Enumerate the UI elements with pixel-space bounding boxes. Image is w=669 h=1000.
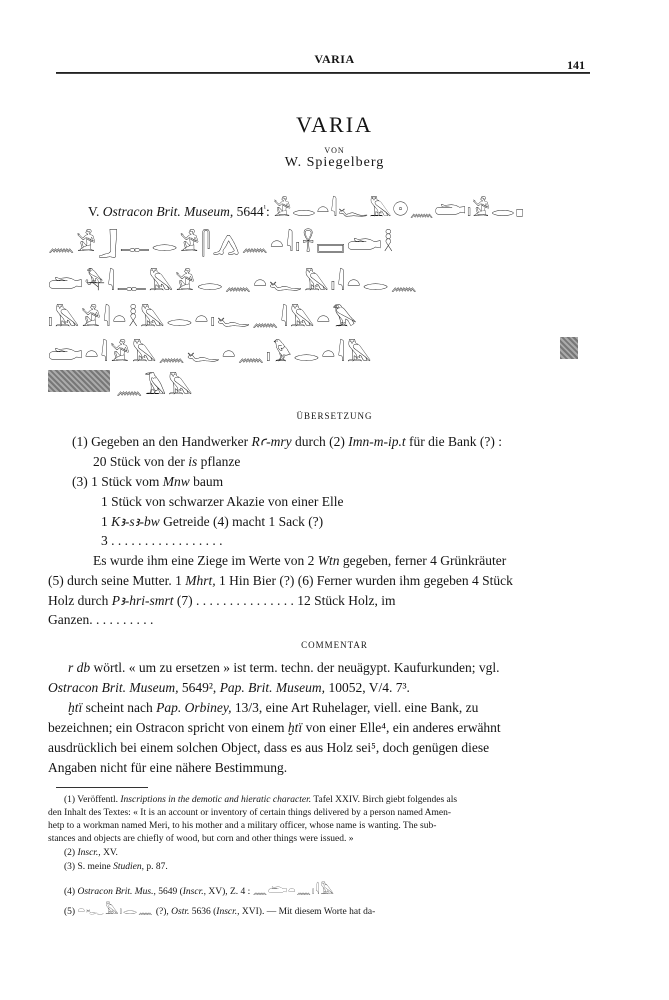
entry-number: 5644 <box>236 204 264 219</box>
hieroglyph-line: 𓂧𓏏𓇋𓀀𓅓𓈖𓆑𓏏𓈖𓏤𓅱𓂋𓏏𓇋𓅓 <box>48 342 374 367</box>
footnote-1-cont: stances and objects are chiefly of wood, but corn and other things were issued. » <box>48 834 354 844</box>
translation-line: 1 Kꜣ-sꜣ-bw Getreide (4) macht 1 Sack (?) <box>101 514 324 529</box>
commentary-line: Ostracon Brit. Museum, 5649², Pap. Brit. Museum, 10052, V/4. 7³. <box>48 680 410 695</box>
footnote-5-hieroglyphs: 𓏏𓆑𓅓𓏤𓂋𓈖 <box>77 903 154 917</box>
footnote-1: (1) Veröffentl. Inscriptions in the demotic and hieratic character. Tafel XXIV. Birch giebt folgendes als <box>64 795 458 805</box>
footnote-1-cont: hetp to a workman named Meri, to his mother and a military officer, whose name is wanting. The sub- <box>48 821 437 831</box>
commentary-line: Angaben nicht für eine nähere Bestimmung. <box>48 760 288 775</box>
footnote-rule <box>56 787 148 788</box>
footnote-1-cont: den Inhalt des Textes: « It is an account or inventory of certain things delivered by a person named Amen- <box>48 808 452 818</box>
running-title: VARIA <box>314 52 355 66</box>
footnote-4-hieroglyphs: 𓈖𓂧𓏏𓈖𓏤𓇋𓅓 <box>252 883 335 897</box>
commentary-line: bezeichnen; ein Ostracon spricht von einem ḫtï von einer Elle⁴, ein anderes erwähnt <box>48 720 501 735</box>
lacuna-shading <box>560 337 578 359</box>
entry-colon: : <box>266 204 270 219</box>
commentary-line: ḫtï scheint nach Pap. Orbiney, 13/3, eine Art Ruhelager, viell. eine Bank, zu <box>68 700 479 715</box>
footnote-5: (5) 𓏏𓆑𓅓𓏤𓂋𓈖 (?), Ostr. 5636 (Inscr., XVI). — Mit diesem Worte hat da- <box>64 903 376 917</box>
page-number: 141 <box>567 58 585 72</box>
translation-heading: ÜBERSETZUNG <box>296 411 373 421</box>
entry-source: Ostracon Brit. Museum, <box>102 204 234 219</box>
footnote-2: (2) Inscr., XV. <box>64 848 118 858</box>
article-title: VARIA <box>296 112 373 137</box>
translation-paragraph-line: Holz durch Pꜣ-hri-smrt (7) . . . . . . . . . . . . . . . 12 Stück Holz, im <box>48 593 396 608</box>
translation-line: (1) Gegeben an den Handwerker Rꜥ-mry durch (2) Imn-m-ip.t für die Bank (?) : <box>72 434 502 449</box>
hieroglyph-line: 𓈖𓀀𓃀𓊃𓂋𓀀𓋴𓂻𓈖𓏏𓇋𓏤𓋹𓈙𓂧𓎛 <box>48 232 396 257</box>
lacuna-shading <box>48 370 110 392</box>
translation-line: 20 Stück von der is pflanze <box>93 454 241 469</box>
author-name: W. Spiegelberg <box>284 155 385 170</box>
hieroglyph-inline: 𓀀𓂋𓏏𓇋𓆑𓅓𓇳𓈖𓂧𓏤𓀀𓂋𓊪 <box>273 197 525 221</box>
hieroglyph-line: 𓂧𓅆𓇋𓊃𓅓𓀀𓂋𓈖𓏏𓆑𓅓𓏤𓇋𓏏𓂋𓈖 <box>48 271 419 296</box>
hieroglyph-line: 𓏤𓅓𓀀𓇋𓏏𓎛𓅓𓂋𓏏𓏤𓆑𓈖𓇋𓅓𓏏𓅃 <box>48 307 359 332</box>
entry-line <box>88 190 525 223</box>
footnote-3: (3) S. meine Studien, p. 87. <box>64 862 168 872</box>
entry-footnote-ref: ¹ <box>263 203 267 213</box>
entry-label: V. <box>88 204 100 219</box>
hieroglyph-line: 𓈖𓄿𓅓 <box>116 375 195 400</box>
commentary-line: ausdrücklich bei einem solchen Object, dass es aus Holz sei⁵, doch genügen diese <box>48 740 490 755</box>
translation-paragraph-line: (5) durch seine Mutter. 1 Mhrt, 1 Hin Bier (?) (6) Ferner wurden ihm gegeben 4 Stück <box>48 573 513 588</box>
byline-von: VON <box>324 146 345 155</box>
commentary-line: r db wörtl. « um zu ersetzen » ist term. techn. der neuägypt. Kaufurkunden; vgl. <box>68 660 500 675</box>
header-rule <box>56 72 590 74</box>
translation-line: 1 Stück von schwarzer Akazie von einer Elle <box>101 494 344 509</box>
translation-line: 3 . . . . . . . . . . . . . . . . . <box>101 533 223 548</box>
footnote-4: (4) Ostracon Brit. Mus., 5649 (Inscr., XV), Z. 4 : 𓈖𓂧𓏏𓈖𓏤𓇋𓅓 <box>64 883 335 897</box>
commentary-heading: COMMENTAR <box>301 640 368 650</box>
translation-paragraph-line: Ganzen. . . . . . . . . . <box>48 612 154 627</box>
translation-line: (3) 1 Stück vom Mnw baum <box>72 474 224 489</box>
translation-paragraph-line: Es wurde ihm eine Ziege im Werte von 2 Wtn gegeben, ferner 4 Grünkräuter <box>93 553 507 568</box>
